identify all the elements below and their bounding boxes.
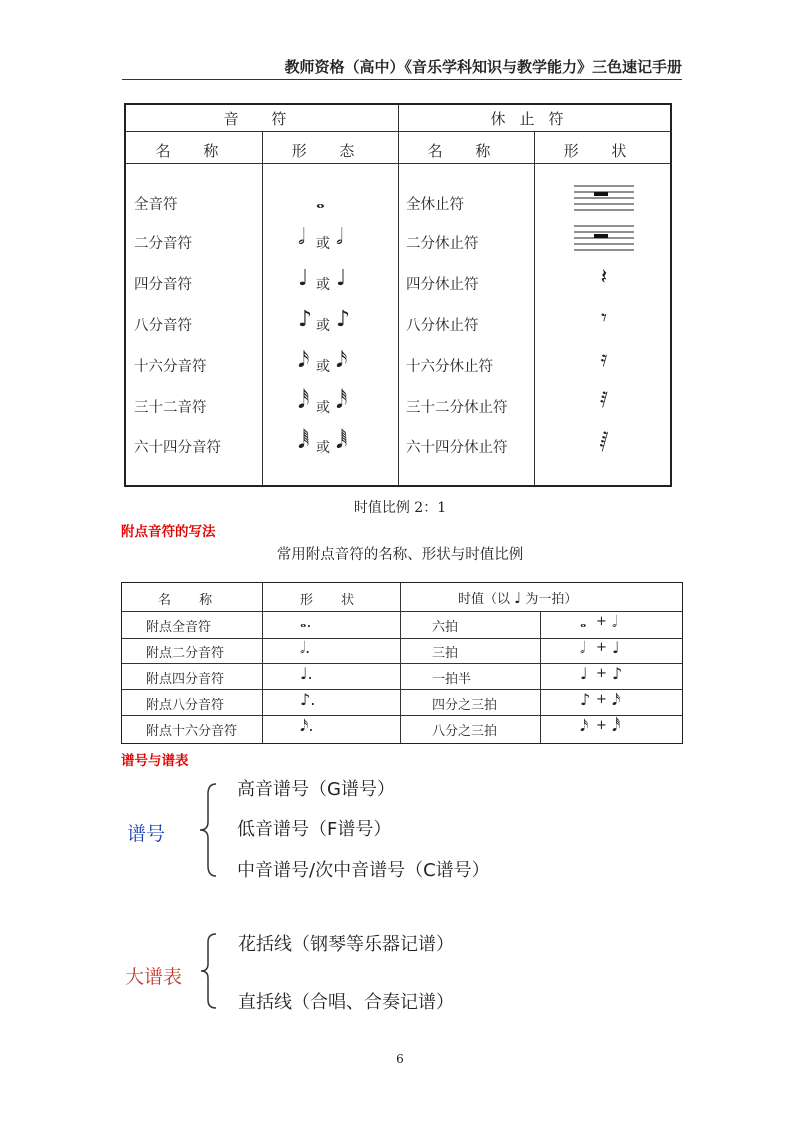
- header-value-a: 时值（以: [458, 592, 511, 607]
- sum-note-a-icon: 𝅗𝅥: [580, 638, 586, 657]
- sixty-fourth-note-icon: 𝅘𝅥𝅱: [298, 429, 310, 454]
- or-label: 或: [316, 359, 330, 375]
- dotted-value: 一拍半: [432, 672, 472, 687]
- sum-note-b-icon: 𝅘𝅥𝅯: [612, 690, 621, 709]
- dotted-name: 附点全音符: [146, 620, 212, 635]
- thirty-second-note-icon: 𝅘𝅥𝅰: [298, 389, 310, 414]
- plus-sign: +: [596, 614, 607, 629]
- clef-item: 高音谱号（G谱号）: [237, 779, 395, 800]
- note-name: 四分音符: [134, 277, 192, 293]
- note-name: 三十二音符: [134, 400, 207, 416]
- rest-name: 六十四分休止符: [406, 440, 508, 456]
- sixty-fourth-note-icon: 𝅘𝅥𝅱: [336, 429, 348, 454]
- whole-rest-icon: [574, 183, 634, 213]
- or-label: 或: [316, 400, 330, 416]
- dotted-table-title: 常用附点音符的名称、形状与时值比例: [276, 547, 524, 563]
- header-value-b: 为一拍）: [525, 592, 578, 607]
- staff-item: 花括线（钢琴等乐器记谱）: [238, 934, 454, 955]
- table-divider: [262, 131, 263, 485]
- or-label: 或: [316, 277, 330, 293]
- quarter-note-icon: ♩: [336, 266, 347, 291]
- sum-note-b-icon: 𝅘𝅥𝅰: [612, 716, 621, 735]
- page-number: 6: [396, 1052, 404, 1066]
- header-value: [458, 588, 577, 607]
- dotted-name: 附点二分音符: [146, 646, 225, 661]
- dotted-sixteenth-icon: 𝅘𝅥𝅯.: [300, 716, 314, 735]
- grand-staff-label: 大谱表: [125, 966, 183, 988]
- header-name: 名 称: [158, 593, 225, 608]
- or-label: 或: [316, 236, 330, 252]
- table-rule: [122, 663, 682, 664]
- sum-note-a-icon: 𝅘𝅥𝅯: [580, 716, 589, 735]
- plus-sign: +: [596, 718, 607, 733]
- table-rule: [122, 715, 682, 716]
- sum-note-a-icon: ♪: [580, 690, 591, 709]
- sum-note-a-icon: 𝅝: [580, 612, 587, 631]
- clef-item: 低音谱号（F谱号）: [237, 819, 392, 840]
- rest-name: 十六分休止符: [406, 359, 493, 375]
- table-divider: [400, 583, 401, 743]
- table-divider: [262, 583, 263, 743]
- dotted-eighth-icon: ♪.: [300, 690, 316, 709]
- dotted-quarter-icon: ♩.: [300, 664, 313, 683]
- dotted-value: 三拍: [432, 646, 459, 661]
- note-name: 六十四分音符: [134, 440, 221, 456]
- header-rule: [122, 79, 682, 80]
- section-title-clefs: 谱号与谱表: [121, 753, 189, 769]
- table-rule: [122, 638, 682, 639]
- clef-item: 中音谱号/次中音谱号（C谱号）: [237, 860, 490, 881]
- header-shape: 形 状: [300, 593, 367, 608]
- header-shape: 形 状: [563, 142, 641, 160]
- half-note-icon: 𝅗𝅥: [298, 225, 305, 250]
- table-rule: [122, 689, 682, 690]
- quarter-note-icon: ♩: [298, 266, 309, 291]
- quarter-rest-icon: 𝄽: [600, 265, 608, 290]
- thirty-second-rest-icon: 𝅀: [599, 388, 609, 413]
- rest-name: 三十二分休止符: [406, 400, 508, 416]
- eighth-note-icon: ♪: [336, 307, 351, 332]
- table-divider: [398, 105, 399, 485]
- or-label: 或: [316, 440, 330, 456]
- header-notes: 音 符: [223, 110, 301, 128]
- dotted-value: 四分之三拍: [432, 698, 498, 713]
- header-shape: 形 态: [291, 142, 369, 160]
- plus-sign: +: [596, 666, 607, 681]
- eighth-rest-icon: 𝄾: [601, 306, 607, 331]
- whole-note-icon: 𝅝: [316, 189, 325, 214]
- header-rests: 休止符: [490, 110, 578, 128]
- dotted-value: 八分之三拍: [432, 724, 498, 739]
- dotted-value: 六拍: [432, 620, 459, 635]
- quarter-note-icon: ♩: [514, 589, 522, 607]
- rest-name: 四分休止符: [406, 277, 479, 293]
- dotted-name: 附点八分音符: [146, 698, 225, 713]
- brace-icon: [198, 932, 220, 1010]
- staff-item: 直括线（合唱、合奏记谱）: [238, 992, 454, 1013]
- note-name: 十六分音符: [134, 359, 207, 375]
- half-note-icon: 𝅗𝅥: [336, 225, 343, 250]
- ratio-caption: 时值比例 2：1: [353, 500, 447, 516]
- dotted-half-icon: 𝅗𝅥.: [300, 638, 311, 657]
- section-title-dotted: 附点音符的写法: [121, 524, 216, 540]
- header-name: 名 称: [427, 142, 505, 160]
- page-header: 教师资格（高中）《音乐学科知识与教学能力》三色速记手册: [284, 58, 682, 76]
- sum-note-b-icon: 𝅗𝅥: [612, 612, 618, 631]
- note-name: 二分音符: [134, 236, 192, 252]
- plus-sign: +: [596, 692, 607, 707]
- dotted-notes-table: [121, 582, 683, 744]
- or-label: 或: [316, 318, 330, 334]
- thirty-second-note-icon: 𝅘𝅥𝅰: [336, 389, 348, 414]
- table-divider: [540, 611, 541, 743]
- dotted-whole-icon: 𝅝.: [300, 612, 312, 631]
- table-divider: [534, 131, 535, 485]
- sum-note-b-icon: ♪: [612, 664, 623, 683]
- brace-icon: [196, 782, 220, 878]
- rest-name: 全休止符: [406, 197, 464, 213]
- table-rule: [122, 611, 682, 612]
- notes-rests-table: [124, 103, 672, 487]
- dotted-name: 附点十六分音符: [146, 724, 238, 739]
- half-rest-icon: [574, 223, 634, 253]
- sixteenth-rest-icon: 𝄿: [600, 347, 608, 372]
- rest-name: 二分休止符: [406, 236, 479, 252]
- sum-note-b-icon: ♩: [612, 638, 620, 657]
- note-name: 八分音符: [134, 318, 192, 334]
- note-name: 全音符: [134, 197, 178, 213]
- header-name: 名 称: [155, 142, 233, 160]
- eighth-note-icon: ♪: [298, 307, 313, 332]
- dotted-name: 附点四分音符: [146, 672, 225, 687]
- sum-note-a-icon: ♩: [580, 664, 588, 683]
- sixteenth-note-icon: 𝅘𝅥𝅯: [298, 348, 310, 373]
- rest-name: 八分休止符: [406, 318, 479, 334]
- clefs-label: 谱号: [127, 823, 166, 845]
- plus-sign: +: [596, 640, 607, 655]
- sixty-fourth-rest-icon: 𝅁: [599, 428, 609, 453]
- sixteenth-note-icon: 𝅘𝅥𝅯: [336, 348, 348, 373]
